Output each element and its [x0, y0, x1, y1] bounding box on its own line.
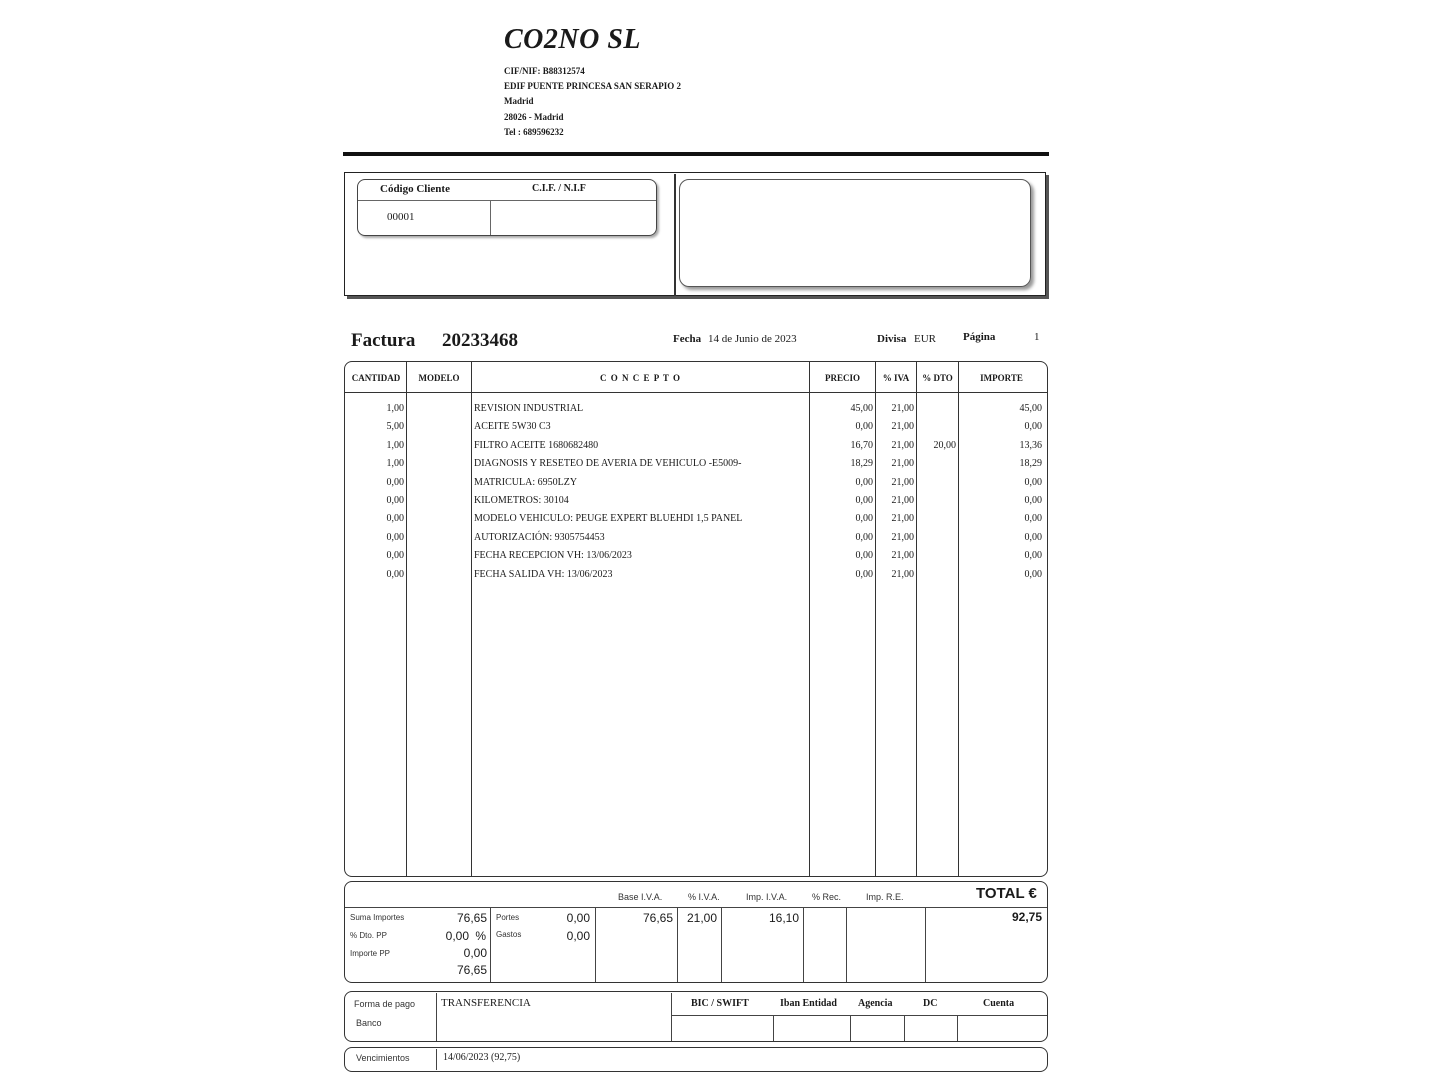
row-quantity: 1,00 [386, 403, 404, 414]
row-quantity: 0,00 [386, 550, 404, 561]
row-concept: FILTRO ACEITE 1680682480 [474, 440, 599, 451]
header-cantidad: CANTIDAD [351, 373, 401, 383]
dc-label: DC [923, 998, 938, 1009]
row-price: 0,00 [855, 477, 873, 488]
row-concept: REVISION INDUSTRIAL [474, 403, 584, 414]
company-cif: CIF/NIF: B88312574 [504, 66, 585, 76]
row-iva: 21,00 [891, 513, 914, 524]
payment-divider [957, 1015, 958, 1041]
row-quantity: 0,00 [386, 532, 404, 543]
row-concept: FECHA SALIDA VH: 13/06/2023 [474, 569, 613, 580]
row-quantity: 5,00 [386, 421, 404, 432]
client-cif-label: C.I.F. / N.I.F [532, 183, 586, 194]
row-quantity: 1,00 [386, 440, 404, 451]
imp-iva-value: 16,10 [768, 911, 799, 925]
currency-value: EUR [914, 333, 936, 345]
header-iva: % IVA [882, 373, 910, 383]
header-rule [343, 152, 1049, 156]
client-code-label: Código Cliente [380, 183, 450, 195]
client-divider [674, 174, 676, 296]
totals-divider [595, 907, 596, 982]
due-label: Vencimientos [356, 1053, 410, 1063]
col-divider [809, 361, 810, 877]
totals-header-rule [345, 907, 1047, 908]
col-divider [406, 361, 407, 877]
row-amount: 0,00 [1024, 477, 1042, 488]
payment-method-value: TRANSFERENCIA [441, 997, 531, 1009]
invoice-date-label: Fecha [673, 333, 702, 345]
totals-divider [846, 907, 847, 982]
row-price: 0,00 [855, 532, 873, 543]
header-dto: % DTO [922, 373, 953, 383]
company-phone: Tel : 689596232 [504, 127, 564, 137]
company-postal: 28026 - Madrid [504, 112, 564, 122]
pct-iva-value: 21,00 [686, 911, 717, 925]
items-table [344, 361, 1048, 877]
row-price: 0,00 [855, 569, 873, 580]
row-concept: KILOMETROS: 30104 [474, 495, 569, 506]
total-value: 92,75 [1011, 910, 1042, 924]
currency-label: Divisa [877, 333, 907, 345]
total-label: TOTAL € [976, 885, 1037, 902]
row-amount: 13,36 [1019, 440, 1042, 451]
importe-pp-label: Importe PP [350, 949, 391, 958]
page-label: Página [963, 331, 996, 343]
page-number: 1 [1034, 331, 1040, 343]
invoice-number: 20233468 [442, 330, 518, 351]
row-amount: 0,00 [1024, 532, 1042, 543]
agencia-label: Agencia [858, 998, 893, 1009]
row-concept: ACEITE 5W30 C3 [474, 421, 551, 432]
portes-value: 0,00 [566, 911, 590, 925]
row-price: 16,70 [850, 440, 873, 451]
totals-divider [677, 907, 678, 982]
header-modelo: MODELO [418, 373, 460, 383]
header-precio: PRECIO [824, 373, 860, 383]
row-concept: AUTORIZACIÓN: 9305754453 [474, 532, 605, 543]
due-value: 14/06/2023 (92,75) [443, 1052, 521, 1063]
row-amount: 0,00 [1024, 513, 1042, 524]
row-iva: 21,00 [891, 495, 914, 506]
invoice-label: Factura [351, 330, 416, 351]
row-iva: 21,00 [891, 477, 914, 488]
gastos-value: 0,00 [566, 929, 590, 943]
cuenta-label: Cuenta [983, 998, 1015, 1009]
header-importe: IMPORTE [980, 373, 1023, 383]
bank-label: Banco [356, 1018, 382, 1028]
bic-swift-label: BIC / SWIFT [691, 998, 749, 1009]
imp-re-header: Imp. R.E. [866, 892, 904, 902]
row-iva: 21,00 [891, 440, 914, 451]
suma-importes-value: 76,65 [456, 911, 487, 925]
col-divider [958, 361, 959, 877]
row-quantity: 0,00 [386, 569, 404, 580]
dto-pp-value: 0,00 [445, 929, 469, 943]
row-price: 0,00 [855, 513, 873, 524]
row-iva: 21,00 [891, 569, 914, 580]
subtotal-value: 76,65 [456, 963, 487, 977]
invoice-date: 14 de Junio de 2023 [708, 333, 797, 345]
row-price: 45,00 [850, 403, 873, 414]
gastos-label: Gastos [496, 930, 522, 939]
row-iva: 21,00 [891, 421, 914, 432]
row-quantity: 0,00 [386, 477, 404, 488]
row-price: 0,00 [855, 550, 873, 561]
dto-pp-label: % Dto. PP [350, 931, 387, 940]
row-price: 18,29 [850, 458, 873, 469]
payment-divider [436, 993, 437, 1041]
row-amount: 45,00 [1019, 403, 1042, 414]
base-iva-header: Base I.V.A. [618, 892, 663, 902]
dto-pp-unit: % [475, 929, 486, 943]
payment-method-label: Forma de pago [354, 999, 416, 1009]
col-divider [471, 361, 472, 877]
payment-divider [773, 1015, 774, 1041]
col-divider [916, 361, 917, 877]
suma-importes-label: Suma Importes [350, 913, 405, 922]
row-iva: 21,00 [891, 550, 914, 561]
payment-header-rule [672, 1015, 1047, 1016]
row-quantity: 0,00 [386, 495, 404, 506]
payment-divider [671, 993, 672, 1041]
col-divider [875, 361, 876, 877]
iban-entidad-label: Iban Entidad [780, 998, 837, 1009]
row-iva: 21,00 [891, 403, 914, 414]
totals-divider [490, 907, 491, 982]
client-code-value: 00001 [387, 211, 415, 223]
row-amount: 0,00 [1024, 495, 1042, 506]
row-price: 0,00 [855, 421, 873, 432]
company-name: CO2NO SL [504, 24, 642, 55]
totals-divider [721, 907, 722, 982]
row-amount: 0,00 [1024, 421, 1042, 432]
row-amount: 18,29 [1019, 458, 1042, 469]
payment-divider [850, 1015, 851, 1041]
totals-divider [925, 907, 926, 982]
due-divider [436, 1049, 437, 1070]
base-iva-value: 76,65 [642, 911, 673, 925]
header-concepto: C O N C E P T O [600, 373, 681, 383]
client-address-box [679, 179, 1031, 287]
row-price: 0,00 [855, 495, 873, 506]
row-iva: 21,00 [891, 532, 914, 543]
row-amount: 0,00 [1024, 550, 1042, 561]
row-concept: DIAGNOSIS Y RESETEO DE AVERIA DE VEHICULO -E5009- [474, 458, 742, 469]
items-header-rule [345, 392, 1047, 393]
row-concept: MODELO VEHICULO: PEUGE EXPERT BLUEHDI 1,5 PANEL [474, 513, 743, 524]
row-concept: MATRICULA: 6950LZY [474, 477, 578, 488]
row-quantity: 0,00 [386, 513, 404, 524]
company-city: Madrid [504, 96, 534, 106]
row-concept: FECHA RECEPCION VH: 13/06/2023 [474, 550, 632, 561]
imp-iva-header: Imp. I.V.A. [746, 892, 788, 902]
portes-label: Portes [496, 913, 520, 922]
importe-pp-value: 0,00 [463, 946, 487, 960]
payment-divider [904, 1015, 905, 1041]
row-iva: 21,00 [891, 458, 914, 469]
totals-divider [803, 907, 804, 982]
row-dto: 20,00 [933, 440, 956, 451]
row-quantity: 1,00 [386, 458, 404, 469]
row-amount: 0,00 [1024, 569, 1042, 580]
pct-iva-header: % I.V.A. [688, 892, 720, 902]
company-address: EDIF PUENTE PRINCESA SAN SERAPIO 2 [504, 81, 681, 91]
pct-rec-header: % Rec. [812, 892, 842, 902]
